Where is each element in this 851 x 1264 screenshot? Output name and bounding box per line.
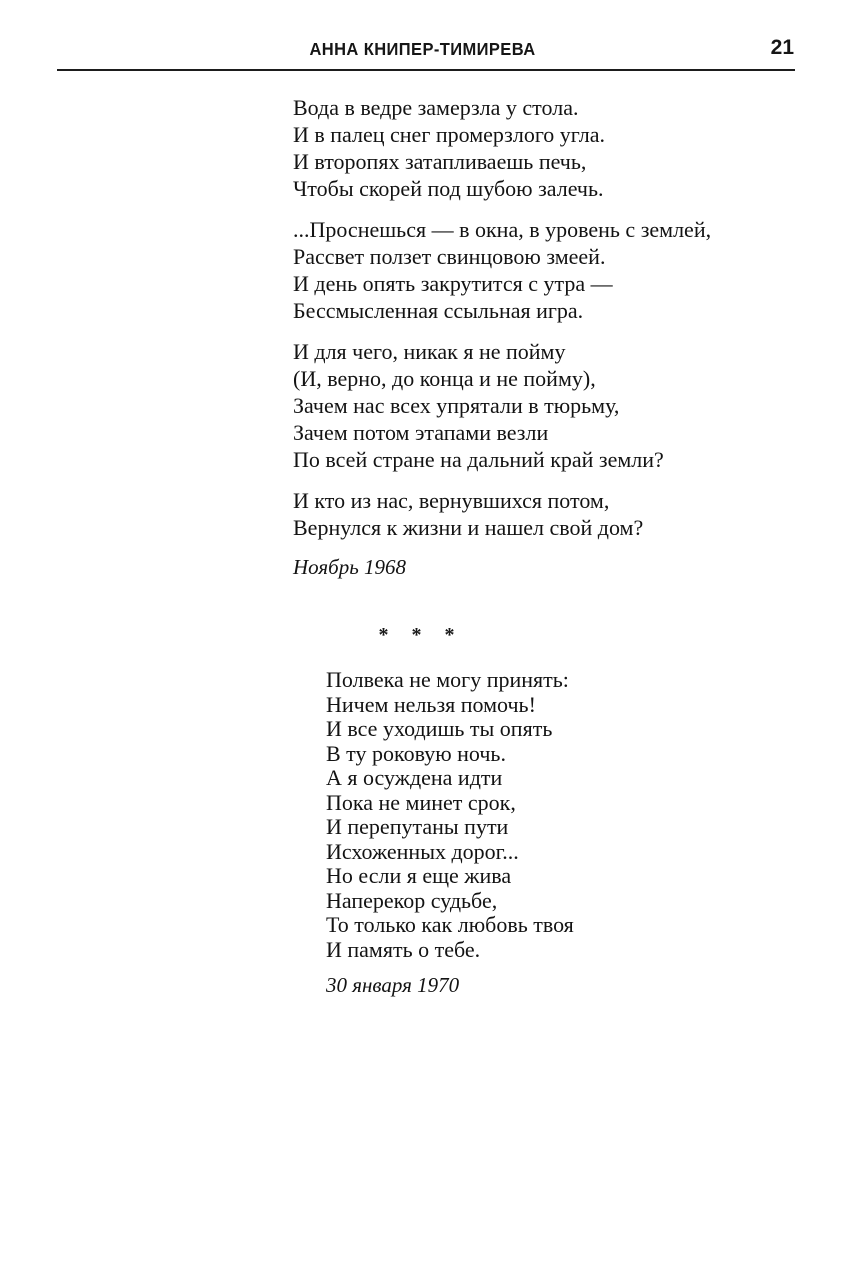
- poem-line: И кто из нас, вернувшихся потом,: [293, 488, 610, 513]
- poem-date: Ноябрь 1968: [293, 555, 407, 579]
- poem-first: [293, 94, 851, 580]
- stanza: [293, 216, 851, 324]
- poem-line: Чтобы скорей под шубою залечь.: [293, 176, 604, 201]
- poem-line: Зачем потом этапами везли: [293, 420, 549, 445]
- poem-line: Исхоженных дорог...: [326, 838, 519, 864]
- poem-line: (И, верно, до конца и не пойму),: [293, 366, 596, 391]
- poem-line: Зачем нас всех упрятали в тюрьму,: [293, 393, 620, 418]
- poem-line: Вода в ведре замерзла у стола.: [293, 95, 579, 120]
- stanza: [326, 668, 851, 962]
- poem-line: И для чего, никак я не пойму: [293, 339, 566, 364]
- poem-line: И перепутаны пути: [326, 814, 509, 839]
- poem-separator-stars: * * *: [378, 624, 464, 646]
- poem-line: ...Проснешься — в окна, в уровень с землей,: [293, 217, 712, 242]
- poem-line: Бессмысленная ссыльная игра.: [293, 298, 584, 323]
- header-rule: [57, 69, 795, 71]
- running-title: АННА КНИПЕР-ТИМИРЕВА: [309, 40, 536, 60]
- poem-line: То только как любовь твоя: [326, 912, 574, 937]
- poem-line: Пока не минет срок,: [326, 789, 516, 815]
- stanza: [293, 94, 851, 202]
- poem-line: Наперекор судьбе,: [326, 887, 498, 913]
- poem-line: И в палец снег промерзлого угла.: [293, 122, 605, 147]
- poem-line: Вернулся к жизни и нашел свой дом?: [293, 515, 644, 540]
- poem-line: Полвека не могу принять:: [326, 667, 569, 692]
- poem-line: И второпях затапливаешь печь,: [293, 149, 587, 174]
- page-header: [0, 0, 851, 70]
- poem-line: А я осуждена идти: [326, 765, 503, 790]
- stanza: [293, 487, 851, 541]
- poem-line: В ту роковую ночь.: [326, 740, 506, 766]
- poem-line: И все уходишь ты опять: [326, 716, 553, 741]
- poem-second: [326, 668, 851, 998]
- poem-line: Но если я еще жива: [326, 863, 512, 888]
- page-number: 21: [770, 36, 794, 59]
- poem-line: Ничем нельзя помочь!: [326, 691, 536, 717]
- poem-line: И память о тебе.: [326, 936, 481, 962]
- poem-date: 30 января 1970: [326, 973, 460, 997]
- poem-line: И день опять закрутится с утра —: [293, 271, 613, 296]
- poem-line: По всей стране на дальний край земли?: [293, 447, 664, 472]
- stanza: [293, 338, 851, 473]
- poem-line: Рассвет ползет свинцовою змеей.: [293, 244, 606, 269]
